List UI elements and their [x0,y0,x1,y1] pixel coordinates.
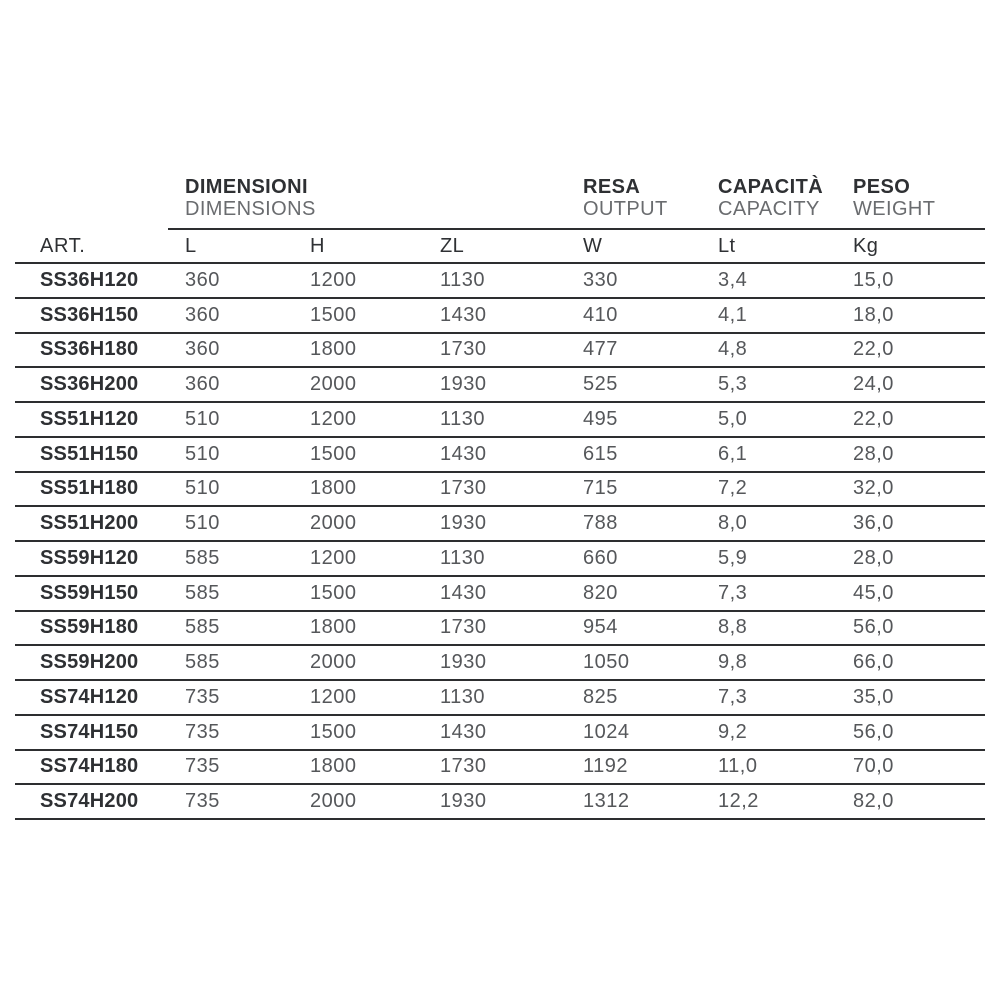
table-row [15,785,985,820]
l-value-cell: 510 [185,477,220,500]
table-row [15,577,985,612]
kg-value-cell: 32,0 [853,477,894,500]
zl-value-cell: 1130 [440,268,486,291]
zl-value-cell: 1430 [440,303,487,326]
table-row [15,403,985,438]
zl-value-cell: 1730 [440,616,487,639]
l-value-cell: 360 [185,303,220,326]
group-output [583,176,718,220]
lt-value-cell: 11,0 [718,755,758,778]
w-value-cell: 495 [583,407,618,430]
lt-value-cell: 5,9 [718,546,748,569]
table-row [15,507,985,542]
kg-value-cell: 15,0 [853,268,894,291]
h-value-cell: 1200 [310,407,357,430]
l-value-cell: 510 [185,512,220,535]
w-value-cell: 820 [583,581,618,604]
l-value-cell: 735 [185,720,220,743]
article-cell: SS36H180 [40,338,139,361]
col-header-art: ART. [40,234,86,257]
zl-value-cell: 1730 [440,755,487,778]
l-value-cell: 735 [185,790,220,813]
l-value-cell: 735 [185,755,220,778]
kg-value-cell: 24,0 [853,373,894,396]
l-value-cell: 585 [185,546,220,569]
table-row [15,542,985,577]
w-value-cell: 330 [583,268,618,291]
h-value-cell: 1200 [310,268,357,291]
l-value-cell: 585 [185,616,220,639]
group-capacity [718,176,853,220]
h-value-cell: 1800 [310,477,357,500]
zl-value-cell: 1430 [440,581,487,604]
w-value-cell: 954 [583,616,618,639]
l-value-cell: 510 [185,407,220,430]
lt-value-cell: 6,1 [718,442,748,465]
h-value-cell: 1500 [310,581,357,604]
zl-value-cell: 1130 [440,407,486,430]
column-header-row [15,230,985,264]
table-row [15,646,985,681]
col-header-h: H [310,234,325,257]
w-value-cell: 477 [583,338,618,361]
kg-value-cell: 28,0 [853,546,894,569]
zl-value-cell: 1430 [440,720,487,743]
zl-value-cell: 1930 [440,651,487,674]
group-dimensions [185,176,583,220]
col-header-zl: ZL [440,234,465,257]
article-cell: SS51H120 [40,407,139,430]
kg-value-cell: 56,0 [853,720,894,743]
w-value-cell: 715 [583,477,618,500]
kg-value-cell: 22,0 [853,407,894,430]
group-output-en: OUTPUT [583,198,668,220]
kg-value-cell: 56,0 [853,616,894,639]
h-value-cell: 2000 [310,373,357,396]
lt-value-cell: 5,3 [718,373,748,396]
w-value-cell: 615 [583,442,618,465]
zl-value-cell: 1130 [440,685,486,708]
group-capacity-en: CAPACITY [718,198,820,220]
kg-value-cell: 66,0 [853,651,894,674]
table-row [15,264,985,299]
kg-value-cell: 28,0 [853,442,894,465]
h-value-cell: 1800 [310,755,357,778]
article-cell: SS51H150 [40,442,139,465]
w-value-cell: 1024 [583,720,630,743]
group-weight [853,176,985,220]
article-cell: SS59H200 [40,651,139,674]
col-header-l: L [185,234,197,257]
h-value-cell: 1200 [310,685,357,708]
table-row [15,681,985,716]
lt-value-cell: 4,1 [718,303,748,326]
lt-value-cell: 3,4 [718,268,748,291]
col-header-w: W [583,234,603,257]
h-value-cell: 1800 [310,338,357,361]
table-row [15,716,985,751]
article-cell: SS51H200 [40,512,139,535]
l-value-cell: 585 [185,651,220,674]
article-cell: SS59H120 [40,546,139,569]
group-weight-it: PESO [853,176,911,198]
article-cell: SS51H180 [40,477,139,500]
group-output-it: RESA [583,176,641,198]
h-value-cell: 1500 [310,720,357,743]
w-value-cell: 410 [583,303,618,326]
kg-value-cell: 18,0 [853,303,894,326]
kg-value-cell: 35,0 [853,685,894,708]
l-value-cell: 735 [185,685,220,708]
article-cell: SS36H150 [40,303,139,326]
w-value-cell: 788 [583,512,618,535]
h-value-cell: 1500 [310,442,357,465]
zl-value-cell: 1730 [440,338,487,361]
w-value-cell: 1050 [583,651,630,674]
lt-value-cell: 8,8 [718,616,748,639]
lt-value-cell: 7,3 [718,685,748,708]
h-value-cell: 2000 [310,790,357,813]
article-cell: SS74H150 [40,720,139,743]
kg-value-cell: 22,0 [853,338,894,361]
article-cell: SS59H180 [40,616,139,639]
table-row [15,299,985,334]
col-header-kg: Kg [853,234,879,257]
w-value-cell: 660 [583,546,618,569]
zl-value-cell: 1730 [440,477,487,500]
w-value-cell: 1312 [583,790,630,813]
l-value-cell: 360 [185,338,220,361]
col-header-lt: Lt [718,234,736,257]
table-row [15,438,985,473]
lt-value-cell: 9,8 [718,651,748,674]
group-header-row [15,176,985,228]
h-value-cell: 1800 [310,616,357,639]
article-cell: SS36H200 [40,373,139,396]
article-cell: SS59H150 [40,581,139,604]
lt-value-cell: 7,3 [718,581,748,604]
h-value-cell: 2000 [310,651,357,674]
group-dimensions-en: DIMENSIONS [185,198,316,220]
lt-value-cell: 5,0 [718,407,748,430]
zl-value-cell: 1130 [440,546,486,569]
zl-value-cell: 1930 [440,790,487,813]
article-cell: SS74H200 [40,790,139,813]
table-row [15,473,985,508]
l-value-cell: 510 [185,442,220,465]
h-value-cell: 1500 [310,303,357,326]
kg-value-cell: 45,0 [853,581,894,604]
table-row [15,751,985,786]
table-row [15,368,985,403]
spec-table [15,176,985,820]
lt-value-cell: 4,8 [718,338,748,361]
l-value-cell: 360 [185,268,220,291]
w-value-cell: 525 [583,373,618,396]
h-value-cell: 1200 [310,546,357,569]
article-cell: SS74H120 [40,685,139,708]
article-cell: SS36H120 [40,268,139,291]
table-body [15,264,985,820]
group-capacity-it: CAPACITÀ [718,176,824,198]
l-value-cell: 585 [185,581,220,604]
table-row [15,334,985,369]
h-value-cell: 2000 [310,512,357,535]
zl-value-cell: 1930 [440,373,487,396]
w-value-cell: 1192 [583,755,629,778]
w-value-cell: 825 [583,685,618,708]
kg-value-cell: 36,0 [853,512,894,535]
l-value-cell: 360 [185,373,220,396]
article-cell: SS74H180 [40,755,139,778]
lt-value-cell: 8,0 [718,512,748,535]
lt-value-cell: 7,2 [718,477,748,500]
kg-value-cell: 82,0 [853,790,894,813]
table-row [15,612,985,647]
lt-value-cell: 12,2 [718,790,759,813]
zl-value-cell: 1430 [440,442,487,465]
zl-value-cell: 1930 [440,512,487,535]
kg-value-cell: 70,0 [853,755,894,778]
group-dimensions-it: DIMENSIONI [185,176,308,198]
group-weight-en: WEIGHT [853,198,936,220]
lt-value-cell: 9,2 [718,720,748,743]
